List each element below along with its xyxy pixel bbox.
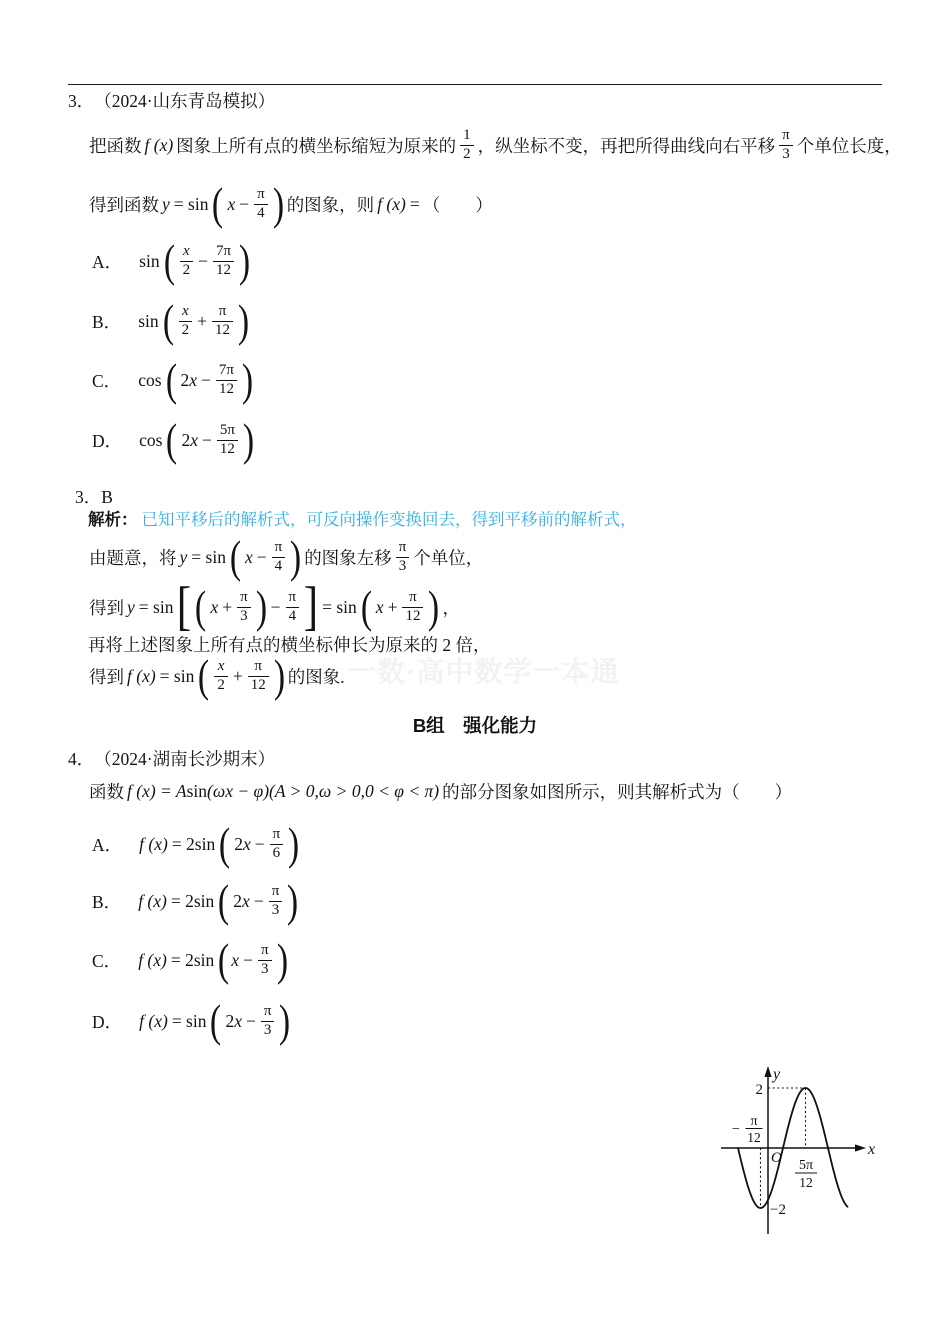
fraction-numerator: π — [258, 942, 272, 961]
fraction-numerator: x — [180, 243, 194, 262]
origin-label: O — [771, 1150, 782, 1166]
math-var: x — [189, 369, 198, 390]
math-op: − — [243, 949, 253, 970]
math-var: x — [244, 546, 253, 567]
text-run: 得到 — [89, 597, 124, 618]
x-min-tick-den: 12 — [747, 1130, 761, 1145]
left-paren: ( — [218, 875, 230, 926]
q4-option-d — [92, 996, 292, 1046]
math-op: − — [256, 546, 267, 567]
right-paren: ) — [287, 875, 299, 926]
fraction — [179, 303, 193, 339]
fraction-denominator: 2 — [463, 146, 471, 162]
math-op: = 2sin — [170, 890, 215, 911]
x-axis-arrow-icon — [855, 1144, 866, 1151]
math-var: f (x) — [138, 890, 167, 911]
left-paren: ( — [162, 295, 174, 346]
math-op: + — [232, 665, 243, 686]
fraction-numerator: π — [254, 186, 268, 205]
math-coef: 2 — [234, 833, 243, 854]
fraction-denominator: 12 — [215, 262, 231, 278]
fraction-denominator: 3 — [240, 608, 248, 624]
right-paren: ) — [242, 414, 255, 465]
fraction — [779, 127, 793, 163]
option-label: A． — [92, 251, 123, 272]
text-run: 的图象左移 — [304, 547, 392, 568]
divider-line — [68, 84, 882, 85]
math-op: = 2sin — [170, 949, 215, 970]
right-bracket: ] — [303, 576, 319, 637]
right-paren: ) — [255, 581, 267, 632]
right-paren: ) — [279, 995, 291, 1046]
q3-option-b — [92, 297, 251, 345]
left-paren: ( — [166, 414, 178, 465]
math-coef: 2 — [181, 429, 191, 450]
fraction-denominator: 3 — [398, 558, 407, 574]
q3-header — [68, 88, 275, 112]
math-var: x — [227, 193, 236, 214]
text-run: 图象上所有点的横坐标缩短为原来的 — [176, 135, 457, 156]
q3-number: 3． — [68, 90, 95, 111]
q3-option-a — [92, 237, 252, 285]
text-run: 由题意，将 — [89, 547, 177, 568]
fraction — [213, 243, 234, 279]
math-op: − — [201, 369, 211, 390]
fraction-denominator: 4 — [274, 558, 283, 574]
q4-option-a — [92, 819, 301, 869]
math-var: y — [162, 193, 170, 214]
q3-analysis-line2 — [88, 532, 484, 582]
math-fn: cos — [138, 369, 162, 390]
math-op: − — [239, 193, 250, 214]
math-var: f (x) — [127, 665, 156, 686]
math-op: = sin — [322, 596, 357, 617]
math-var: x — [190, 429, 198, 450]
math-op: + — [387, 596, 398, 617]
fraction-denominator: 12 — [250, 677, 266, 693]
fraction — [272, 539, 286, 575]
math-var: x — [234, 1010, 243, 1031]
q3-analysis-line1 — [88, 506, 637, 530]
math-var: x — [210, 596, 219, 617]
analysis-highlight: 已知平移后的解析式，可反向操作变换回去，得到平移前的解析式， — [141, 510, 637, 529]
math-var: f (x) — [144, 134, 174, 155]
math-op: = sin — [171, 1010, 207, 1031]
math-fn: sin — [138, 310, 159, 331]
fraction-denominator: 6 — [272, 845, 281, 861]
left-paren: ( — [360, 581, 372, 632]
fraction — [402, 589, 423, 625]
math-op: = sin — [173, 193, 209, 214]
option-label: B． — [92, 891, 122, 912]
fraction — [270, 826, 284, 862]
fraction-numerator: π — [237, 589, 251, 608]
text-run: ， — [442, 597, 460, 618]
right-paren: ) — [288, 818, 300, 869]
q3-stem-line1 — [88, 114, 903, 176]
math-coef: 2 — [225, 1010, 235, 1031]
fraction-numerator: π — [286, 589, 300, 608]
text-run: 函数 — [89, 781, 124, 802]
fraction-numerator: 7π — [213, 243, 234, 262]
right-paren: ) — [237, 295, 250, 346]
text-run: ，纵坐标不变，再把所得曲线向右平移 — [477, 135, 776, 156]
x-max-tick-num: 5π — [798, 1158, 814, 1173]
right-paren: ) — [290, 531, 302, 582]
right-paren: ) — [241, 354, 254, 405]
math-var: (ωx − φ)(A > 0,ω > 0,0 < φ < π) — [207, 780, 440, 801]
text-run: 得到函数 — [89, 194, 159, 215]
math-var: x — [242, 833, 251, 854]
q4-option-b — [92, 876, 300, 926]
option-label: A． — [92, 834, 123, 855]
math-op: − — [202, 429, 212, 450]
fraction-numerator: 1 — [460, 127, 474, 146]
math-coef: 2 — [233, 890, 243, 911]
math-fn: sin — [139, 250, 160, 271]
math-fn: cos — [139, 429, 163, 450]
left-paren: ( — [163, 235, 175, 286]
math-op: = sin — [191, 546, 226, 567]
fraction-numerator: π — [212, 303, 233, 322]
math-var: f (x) — [139, 833, 168, 854]
right-paren: ) — [272, 178, 284, 229]
section-b-header: B组 强化能力 — [412, 715, 538, 736]
fraction — [248, 658, 269, 694]
fraction-denominator: 2 — [217, 677, 225, 693]
left-paren: ( — [195, 581, 207, 632]
answer-blank: （ ） — [422, 194, 493, 215]
fraction-denominator: 4 — [257, 205, 265, 221]
fraction-numerator: π — [270, 826, 284, 845]
text-run: 的部分图象如图所示，则其解析式为（ ） — [442, 781, 793, 802]
math-op: − — [198, 250, 208, 271]
left-paren: ( — [219, 818, 231, 869]
q3-analysis-line3 — [88, 576, 461, 637]
text-run: 得到 — [89, 666, 124, 687]
fraction-numerator: π — [261, 1003, 275, 1022]
math-op: − — [246, 1010, 256, 1031]
fraction — [286, 589, 300, 625]
math-var: f (x) — [377, 193, 406, 214]
fraction-numerator: π — [272, 539, 286, 558]
fraction-denominator: 2 — [182, 262, 191, 278]
left-bracket: [ — [177, 576, 192, 637]
fraction-denominator: 12 — [215, 322, 230, 338]
math-var: x — [231, 949, 240, 970]
math-op: − — [270, 596, 281, 617]
left-paren: ( — [210, 995, 222, 1046]
math-fn: sin — [186, 780, 208, 801]
fraction-numerator: π — [248, 658, 269, 677]
math-var: x — [375, 596, 384, 617]
watermark: 一数·高中数学一本通 — [348, 657, 620, 688]
fraction — [269, 883, 283, 919]
fraction-numerator: π — [779, 127, 793, 146]
fraction-denominator: 4 — [288, 608, 297, 624]
fraction-denominator: 3 — [782, 146, 790, 162]
option-label: C． — [92, 950, 122, 971]
fraction-numerator: x — [179, 303, 193, 322]
math-var: f (x) — [139, 1010, 168, 1031]
x-max-tick-den: 12 — [799, 1175, 813, 1190]
q3-analysis-line5 — [88, 652, 346, 700]
fraction — [460, 127, 474, 163]
q4-option-c — [92, 935, 290, 985]
left-paren: ( — [165, 354, 177, 405]
math-op: = — [409, 193, 420, 214]
fraction — [396, 539, 410, 575]
y-axis-label: y — [773, 1066, 781, 1083]
fraction-denominator: 3 — [271, 902, 280, 918]
math-op: − — [254, 833, 265, 854]
x-min-tick-num: π — [750, 1114, 758, 1129]
y-min-tick: −2 — [770, 1202, 786, 1218]
math-var: f (x) = A — [127, 780, 187, 801]
fraction — [216, 362, 237, 398]
left-paren: ( — [218, 934, 230, 985]
option-label: B． — [92, 311, 122, 332]
fraction — [214, 658, 228, 694]
q4-source: （2024·湖南长沙期末） — [94, 748, 276, 769]
left-paren: ( — [212, 178, 224, 229]
math-var: f (x) — [138, 949, 167, 970]
option-label: D． — [92, 430, 123, 451]
fraction — [261, 1003, 275, 1039]
text-run: 的图象，则 — [286, 194, 375, 215]
math-op: = sin — [159, 665, 195, 686]
left-paren: ( — [198, 650, 210, 701]
math-op: − — [253, 890, 264, 911]
q3-option-c — [92, 356, 255, 404]
fraction — [212, 303, 233, 339]
math-op: = 2sin — [171, 833, 216, 854]
math-op: + — [222, 596, 233, 617]
fraction-numerator: π — [269, 883, 283, 902]
fraction-numerator: π — [396, 539, 410, 558]
text-run: 个单位， — [413, 547, 484, 568]
q4-function-graph — [700, 1060, 900, 1240]
text-run: 把函数 — [89, 135, 142, 156]
right-paren: ) — [428, 581, 440, 632]
x-min-tick-sign: − — [732, 1122, 740, 1137]
q4-header — [68, 746, 275, 770]
math-coef: 2 — [180, 369, 190, 390]
q3-analysis-line4: 再将上述图象上所有点的横坐标伸长为原来的 2 倍， — [88, 635, 491, 655]
q4-stem — [88, 776, 793, 806]
left-paren: ( — [229, 531, 242, 582]
fraction-denominator: 3 — [263, 1022, 272, 1038]
option-label: C． — [92, 370, 122, 391]
fraction-numerator: π — [402, 589, 423, 608]
fraction-denominator: 2 — [181, 322, 190, 338]
fraction-numerator: x — [214, 658, 228, 677]
math-op: = sin — [138, 596, 174, 617]
fraction — [258, 942, 272, 978]
option-label: D． — [92, 1011, 123, 1032]
x-axis-label: x — [868, 1141, 876, 1158]
y-axis-arrow-icon — [764, 1066, 771, 1077]
right-paren: ) — [273, 650, 285, 701]
fraction-numerator: 5π — [217, 422, 238, 441]
y-max-tick: 2 — [755, 1082, 763, 1098]
q4-number: 4． — [68, 748, 95, 769]
q3-option-d — [92, 416, 256, 464]
fraction-denominator: 12 — [219, 441, 235, 457]
text-run: 的图象. — [287, 666, 345, 687]
fraction-denominator: 12 — [218, 381, 234, 397]
fraction-denominator: 3 — [260, 961, 269, 977]
q3-answer: 3．B — [75, 487, 113, 507]
fraction-denominator: 12 — [405, 608, 421, 624]
fraction — [237, 589, 251, 625]
math-var: x — [242, 890, 250, 911]
fraction — [217, 422, 238, 458]
math-var: y — [179, 546, 188, 567]
fraction — [254, 186, 268, 222]
q3-source: （2024·山东青岛模拟） — [94, 90, 276, 111]
q3-stem-line2 — [88, 178, 494, 230]
right-paren: ) — [238, 235, 251, 286]
fraction-numerator: 7π — [216, 362, 237, 381]
math-op: + — [197, 310, 207, 331]
right-paren: ) — [276, 934, 288, 985]
analysis-label: 解析： — [88, 511, 138, 529]
fraction — [180, 243, 194, 279]
text-run: 个单位长度， — [796, 135, 902, 156]
math-var: y — [127, 596, 135, 617]
